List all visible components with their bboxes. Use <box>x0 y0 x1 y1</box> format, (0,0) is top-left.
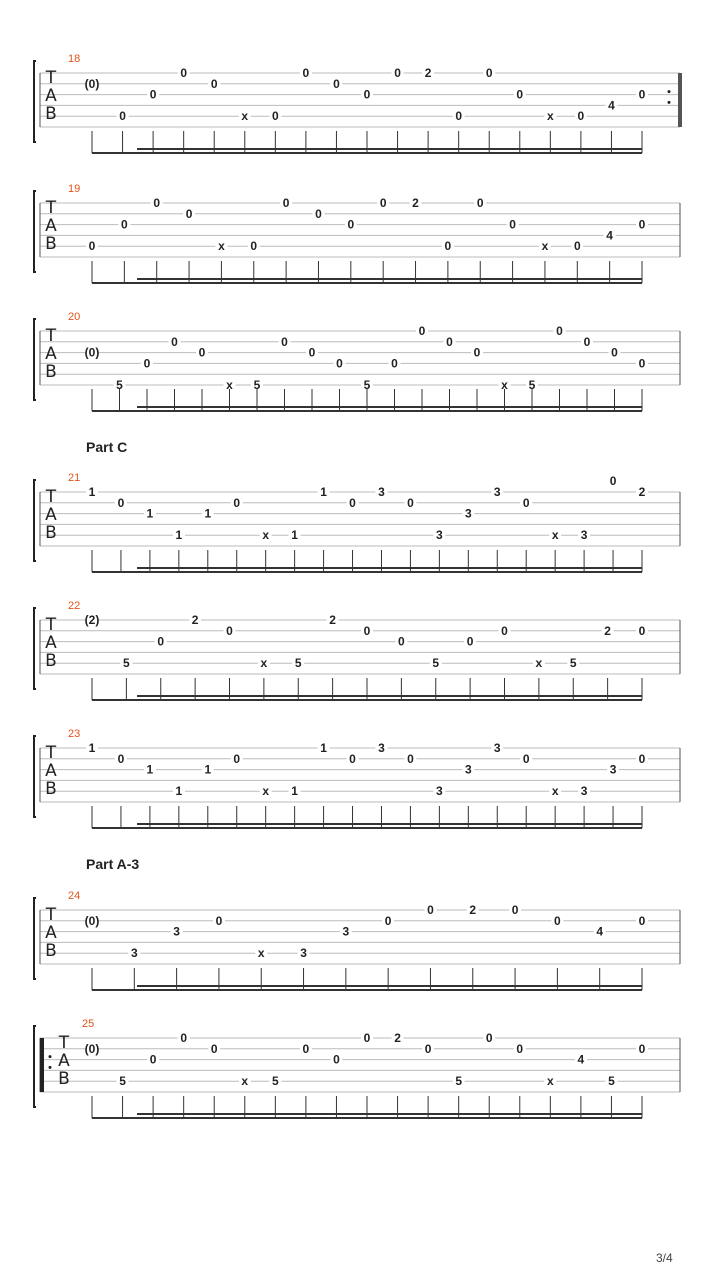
fret-number: 3 <box>493 485 501 499</box>
fret-number: (0) <box>84 913 100 928</box>
fret-number: 4 <box>596 924 604 939</box>
fret-number: 3 <box>173 924 180 939</box>
fret-number: 0 <box>119 109 126 124</box>
fret-number: 0 <box>609 474 617 489</box>
fret-number: 3 <box>580 784 588 799</box>
fret-number: 3 <box>464 762 472 777</box>
tab-clef-letter: B <box>45 234 57 254</box>
tab-clef-letter: B <box>45 523 57 543</box>
tab-clef-letter: A <box>45 86 57 106</box>
fret-number: 3 <box>493 741 501 755</box>
fret-number: 0 <box>638 356 646 371</box>
fret-number: 0 <box>418 324 426 338</box>
fret-number: 3 <box>130 946 138 961</box>
fret-number: 2 <box>604 623 611 638</box>
fret-number: 5 <box>455 1074 463 1089</box>
tab-clef-letter: A <box>45 216 57 236</box>
fret-number: 0 <box>583 334 591 349</box>
fret-number: 5 <box>608 1074 615 1089</box>
fret-number: (0) <box>84 76 100 91</box>
tab-clef-letter: A <box>45 505 57 525</box>
fret-number: 0 <box>501 623 508 638</box>
fret-number: x <box>546 1074 554 1089</box>
tab-clef-letter: A <box>45 344 57 364</box>
fret-number: 0 <box>379 196 387 210</box>
fret-number: 3 <box>378 485 385 499</box>
fret-number: 0 <box>466 634 474 649</box>
fret-number: 2 <box>394 1031 401 1045</box>
fret-number: 5 <box>432 656 440 671</box>
fret-number: 0 <box>638 751 646 766</box>
repeat-dot <box>668 101 671 104</box>
fret-number: 0 <box>215 913 223 928</box>
fret-number: 1 <box>88 741 96 755</box>
fret-number: 0 <box>455 109 463 124</box>
fret-number: 0 <box>349 495 356 510</box>
fret-number: 0 <box>485 1031 493 1045</box>
fret-number: 0 <box>476 196 484 210</box>
fret-number: 1 <box>320 485 327 499</box>
tab-clef-letter: T <box>45 905 57 925</box>
fret-number: 0 <box>271 109 279 124</box>
fret-number: 3 <box>436 528 443 543</box>
fret-number: 0 <box>117 495 125 510</box>
measure-number: 23 <box>68 728 81 740</box>
fret-number: x <box>551 528 559 543</box>
tab-clef-letter: T <box>45 198 57 218</box>
fret-number: 0 <box>522 495 530 510</box>
tab-clef-letter: T <box>45 615 57 635</box>
system-bracket <box>34 191 36 272</box>
fret-number: 0 <box>363 87 371 102</box>
fret-number: 1 <box>146 762 154 777</box>
fret-number: 0 <box>407 751 414 766</box>
fret-number: 0 <box>153 196 161 210</box>
fret-number: 1 <box>291 784 298 799</box>
fret-number: x <box>501 378 508 392</box>
fret-number: 4 <box>608 98 615 113</box>
fret-number: 4 <box>606 228 613 243</box>
fret-number: 0 <box>210 1041 218 1056</box>
system-bracket <box>34 1026 36 1107</box>
tab-clef-letter: B <box>45 779 57 799</box>
tab-clef-letter: B <box>58 1069 70 1089</box>
fret-number: 0 <box>509 217 516 232</box>
fret-number: 0 <box>516 87 524 102</box>
fret-number: (2) <box>84 613 100 627</box>
fret-number: x <box>262 784 270 799</box>
system-bracket <box>34 61 36 142</box>
measure-number: 25 <box>82 1018 95 1030</box>
fret-number: x <box>241 1074 249 1089</box>
section-heading: Part C <box>86 439 128 455</box>
tab-clef-letter: B <box>45 941 57 961</box>
fret-number: 5 <box>119 1074 126 1089</box>
fret-number: 0 <box>121 217 128 232</box>
fret-number: 0 <box>511 903 519 917</box>
fret-number: 2 <box>424 66 432 80</box>
fret-number: 0 <box>638 87 646 102</box>
fret-number: 2 <box>329 613 336 627</box>
fret-number: 0 <box>424 1041 432 1056</box>
fret-number: 0 <box>473 345 481 360</box>
fret-number: 0 <box>384 913 392 928</box>
tab-clef-letter: B <box>45 651 57 671</box>
fret-number: 0 <box>233 751 241 766</box>
fret-number: 0 <box>117 751 125 766</box>
fret-number: 2 <box>191 613 199 627</box>
fret-number: 5 <box>528 378 536 392</box>
fret-number: 0 <box>333 1052 340 1067</box>
fret-number: 5 <box>123 656 130 671</box>
tab-clef-letter: T <box>45 487 57 507</box>
fret-number: 5 <box>569 656 577 671</box>
tab-clef-letter: T <box>58 1033 70 1053</box>
fret-number: x <box>551 784 559 799</box>
fret-number: 3 <box>436 784 443 799</box>
fret-number: 0 <box>349 751 356 766</box>
fret-number: 3 <box>580 528 588 543</box>
fret-number: 3 <box>464 506 472 521</box>
system-bracket <box>34 736 36 817</box>
fret-number: 0 <box>485 66 493 80</box>
fret-number: 0 <box>308 345 316 360</box>
fret-number: 0 <box>185 206 193 221</box>
measure-number: 24 <box>68 890 81 902</box>
fret-number: 0 <box>427 903 434 917</box>
fret-number: 0 <box>282 196 290 210</box>
repeat-dot <box>668 90 671 93</box>
fret-number: 3 <box>300 946 307 961</box>
system-bracket <box>34 319 36 400</box>
fret-number: 5 <box>116 378 123 392</box>
page-number: 3/4 <box>656 1251 673 1265</box>
tab-clef-letter: A <box>45 923 57 943</box>
fret-number: 4 <box>577 1052 585 1067</box>
fret-number: 0 <box>157 634 165 649</box>
fret-number: 3 <box>378 741 385 755</box>
fret-number: 0 <box>611 345 618 360</box>
fret-number: 0 <box>336 356 343 371</box>
fret-number: 0 <box>180 1031 188 1045</box>
fret-number: 2 <box>412 196 419 210</box>
fret-number: 0 <box>281 334 288 349</box>
fret-number: 0 <box>171 334 178 349</box>
fret-number: 0 <box>516 1041 524 1056</box>
fret-number: 0 <box>638 217 646 232</box>
fret-number: x <box>218 239 225 254</box>
fret-number: 0 <box>302 66 310 80</box>
section-heading: Part A-3 <box>86 856 140 872</box>
fret-number: 0 <box>302 1041 310 1056</box>
tab-clef-letter: A <box>58 1051 70 1071</box>
fret-number: 2 <box>638 485 646 499</box>
fret-number: x <box>541 239 549 254</box>
tab-clef-letter: T <box>45 68 57 88</box>
fret-number: (0) <box>84 1041 100 1056</box>
fret-number: 0 <box>233 495 241 510</box>
fret-number: 0 <box>210 76 218 91</box>
fret-number: 3 <box>342 924 350 939</box>
fret-number: 5 <box>363 378 371 392</box>
fret-number: 1 <box>88 485 96 499</box>
fret-number: 0 <box>250 239 258 254</box>
tab-clef-letter: A <box>45 761 57 781</box>
fret-number: x <box>535 656 543 671</box>
fret-number: 0 <box>149 1052 157 1067</box>
fret-number: 0 <box>391 356 398 371</box>
fret-number: 0 <box>446 334 453 349</box>
fret-number: 0 <box>394 66 401 80</box>
fret-number: 1 <box>204 762 212 777</box>
repeat-dot <box>49 1055 52 1058</box>
measure-number: 19 <box>68 183 81 195</box>
fret-number: 1 <box>291 528 298 543</box>
fret-number: 0 <box>638 1041 646 1056</box>
tab-clef-letter: T <box>45 326 57 346</box>
fret-number: 0 <box>398 634 405 649</box>
fret-number: 0 <box>315 206 322 221</box>
fret-number: 1 <box>175 528 183 543</box>
fret-number: 1 <box>204 506 212 521</box>
fret-number: 5 <box>294 656 302 671</box>
tab-clef-letter: B <box>45 362 57 382</box>
fret-number: 0 <box>573 239 581 254</box>
fret-number: 0 <box>638 623 646 638</box>
fret-number: x <box>262 528 270 543</box>
measure-number: 18 <box>68 53 81 65</box>
tab-clef-letter: B <box>45 104 57 124</box>
fret-number: 0 <box>149 87 157 102</box>
fret-number: 1 <box>146 506 154 521</box>
repeat-dot <box>49 1066 52 1069</box>
tab-clef-letter: A <box>45 633 57 653</box>
fret-number: 0 <box>143 356 151 371</box>
fret-number: 0 <box>198 345 206 360</box>
fret-number: 0 <box>554 913 561 928</box>
fret-number: 1 <box>320 741 327 755</box>
fret-number: 0 <box>88 239 96 254</box>
measure-number: 20 <box>68 311 81 323</box>
fret-number: 5 <box>253 378 261 392</box>
fret-number: 0 <box>444 239 452 254</box>
fret-number: 0 <box>226 623 233 638</box>
fret-number: 0 <box>347 217 355 232</box>
fret-number: 2 <box>469 903 477 917</box>
tab-clef-letter: T <box>45 743 57 763</box>
fret-number: x <box>226 378 233 392</box>
fret-number: 1 <box>175 784 183 799</box>
system-bracket <box>34 608 36 689</box>
fret-number: 3 <box>609 762 617 777</box>
fret-number: 0 <box>407 495 414 510</box>
system-bracket <box>34 898 36 979</box>
fret-number: 5 <box>271 1074 279 1089</box>
fret-number: 0 <box>333 76 340 91</box>
fret-number: 0 <box>363 623 371 638</box>
fret-number: 0 <box>180 66 188 80</box>
fret-number: (0) <box>84 345 100 360</box>
fret-number: 0 <box>363 1031 371 1045</box>
fret-number: 0 <box>638 913 646 928</box>
fret-number: x <box>257 946 265 961</box>
fret-number: 0 <box>522 751 530 766</box>
fret-number: x <box>260 656 268 671</box>
measure-number: 22 <box>68 600 81 612</box>
fret-number: x <box>241 109 249 124</box>
fret-number: 0 <box>556 324 563 338</box>
fret-number: x <box>546 109 554 124</box>
measure-number: 21 <box>68 472 81 484</box>
fret-number: 0 <box>577 109 585 124</box>
system-bracket <box>34 480 36 561</box>
